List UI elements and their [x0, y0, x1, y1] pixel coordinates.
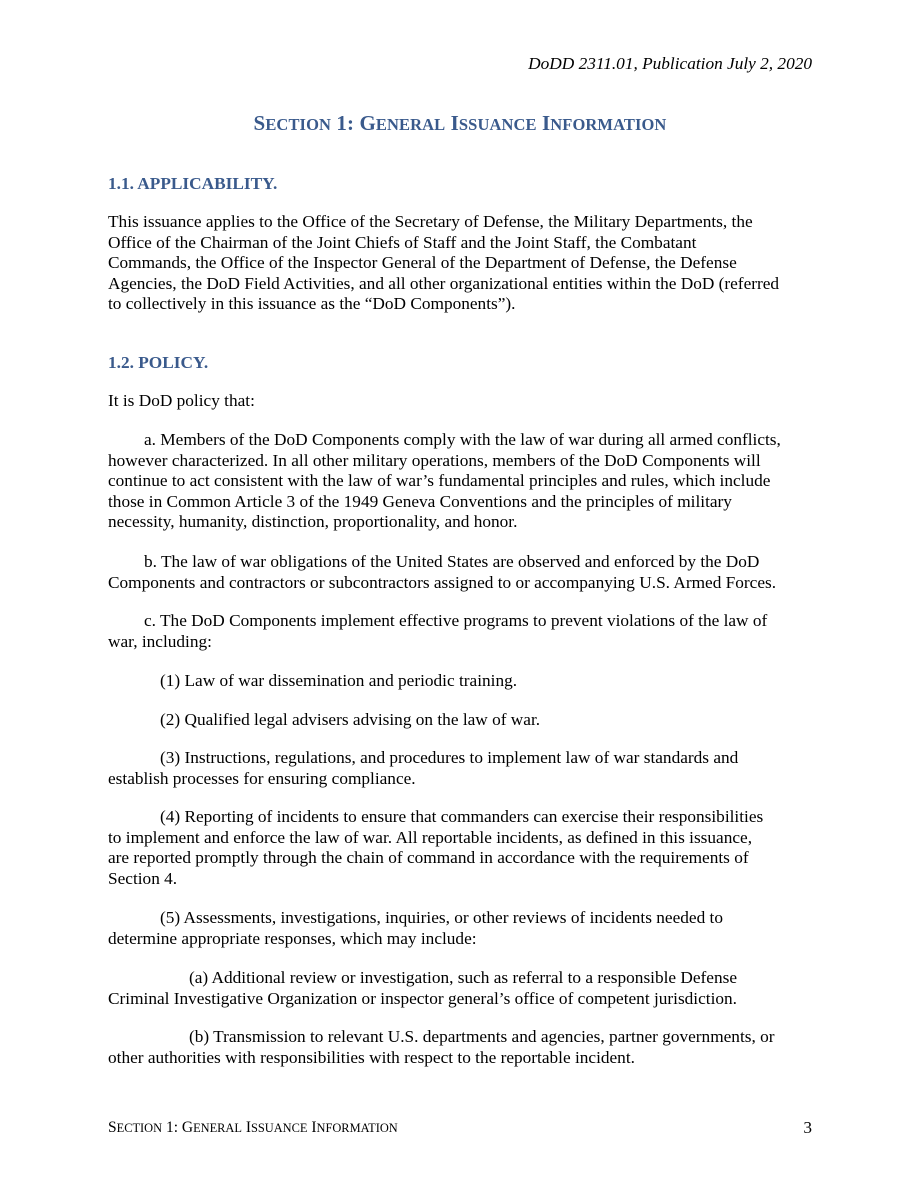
- policy-heading: 1.2. POLICY.: [108, 353, 209, 372]
- footer-s2: ECTION: [116, 1121, 163, 1135]
- text-line: (5) Assessments, investigations, inquiries, or other reviews of incidents needed to: [160, 908, 723, 927]
- text-line: (2) Qualified legal advisers advising on the law of war.: [160, 710, 541, 729]
- text-line: to collectively in this issuance as the “DoD Components”).: [108, 294, 516, 314]
- title-n2: NFORMATION: [550, 115, 667, 134]
- title-g2: ENERAL: [375, 115, 446, 134]
- page-number: 3: [803, 1118, 812, 1137]
- text-line: war, including:: [108, 631, 212, 651]
- text-line: (1) Law of war dissemination and periodic training.: [160, 671, 518, 690]
- text-line: c. The DoD Components implement effective programs to prevent violations of the law of: [144, 611, 768, 630]
- text-line: (a) Additional review or investigation, such as referral to a responsible Defense: [189, 968, 738, 987]
- policy-intro: It is DoD policy that:: [108, 391, 255, 410]
- text-line: however characterized. In all other military operations, members of the DoD Components will: [108, 450, 761, 470]
- policy-item-c1: [108, 671, 812, 692]
- footer-section-label: [108, 1118, 398, 1139]
- policy-item-c5a: [108, 968, 812, 1009]
- footer-n2: NFORMATION: [316, 1121, 398, 1135]
- policy-item-c: [108, 611, 812, 652]
- text-line: (b) Transmission to relevant U.S. departments and agencies, partner governments, or: [189, 1027, 775, 1046]
- text-line: Agencies, the DoD Field Activities, and all other organizational entities within the DoD (referred: [108, 273, 780, 293]
- text-line: Office of the Chairman of the Joint Chiefs of Staff and the Joint Staff, the Combatant: [108, 232, 697, 252]
- policy-item-c2: [108, 710, 812, 731]
- text-line: are reported promptly through the chain of command in accordance with the requirements of: [108, 848, 749, 868]
- policy-item-a: [108, 430, 812, 533]
- applicability-heading: 1.1. APPLICABILITY.: [108, 174, 278, 193]
- footer-i1: I: [245, 1119, 251, 1136]
- text-line: establish processes for ensuring compliance.: [108, 768, 416, 788]
- text-line: (3) Instructions, regulations, and procedures to implement law of war standards and: [160, 748, 739, 767]
- text-line: b. The law of war obligations of the United States are observed and enforced by the DoD: [144, 552, 760, 571]
- section-title: [0, 113, 920, 136]
- title-i1: I: [450, 111, 459, 135]
- title-n1: I: [541, 111, 551, 135]
- text-line: to implement and enforce the law of war. All reportable incidents, as defined in this issuance,: [108, 827, 753, 847]
- text-line: continue to act consistent with the law of war’s fundamental principles and rules, which include: [108, 471, 771, 491]
- text-line: Criminal Investigative Organization or inspector general’s office of competent jurisdiction.: [108, 988, 737, 1008]
- text-line: This issuance applies to the Office of the Secretary of Defense, the Military Departments, the: [108, 212, 753, 231]
- title-s3: 1:: [331, 111, 360, 135]
- footer-s3: 1:: [162, 1119, 182, 1136]
- text-line: Commands, the Office of the Inspector General of the Department of Defense, the Defense: [108, 253, 737, 273]
- title-g1: G: [359, 111, 376, 135]
- footer-g2: ENERAL: [193, 1121, 242, 1135]
- text-line: a. Members of the DoD Components comply with the law of war during all armed conflicts,: [144, 430, 781, 449]
- text-line: Components and contractors or subcontractors assigned to or accompanying U.S. Armed Forces.: [108, 572, 777, 592]
- footer-n1: I: [311, 1119, 317, 1136]
- text-line: necessity, humanity, distinction, proportionality, and honor.: [108, 512, 518, 532]
- title-s2: ECTION: [265, 115, 332, 134]
- footer-i2: SSUANCE: [251, 1121, 308, 1135]
- text-line: those in Common Article 3 of the 1949 Geneva Conventions and the principles of military: [108, 491, 732, 511]
- footer-g1: G: [181, 1119, 194, 1136]
- text-line: Section 4.: [108, 868, 178, 888]
- document-reference: DoDD 2311.01, Publication July 2, 2020: [528, 54, 812, 73]
- text-line: (4) Reporting of incidents to ensure that commanders can exercise their responsibilities: [160, 807, 764, 826]
- policy-item-c4: [108, 807, 812, 889]
- text-line: determine appropriate responses, which may include:: [108, 928, 477, 948]
- policy-item-c5b: [108, 1027, 812, 1068]
- policy-item-b: [108, 552, 812, 593]
- policy-item-c5: [108, 908, 812, 949]
- text-line: other authorities with responsibilities with respect to the reportable incident.: [108, 1047, 635, 1067]
- applicability-paragraph: [108, 212, 812, 315]
- policy-item-c3: [108, 748, 812, 789]
- footer-s1: S: [108, 1119, 117, 1136]
- title-s1: S: [253, 111, 266, 135]
- title-i2: SSUANCE: [458, 115, 537, 134]
